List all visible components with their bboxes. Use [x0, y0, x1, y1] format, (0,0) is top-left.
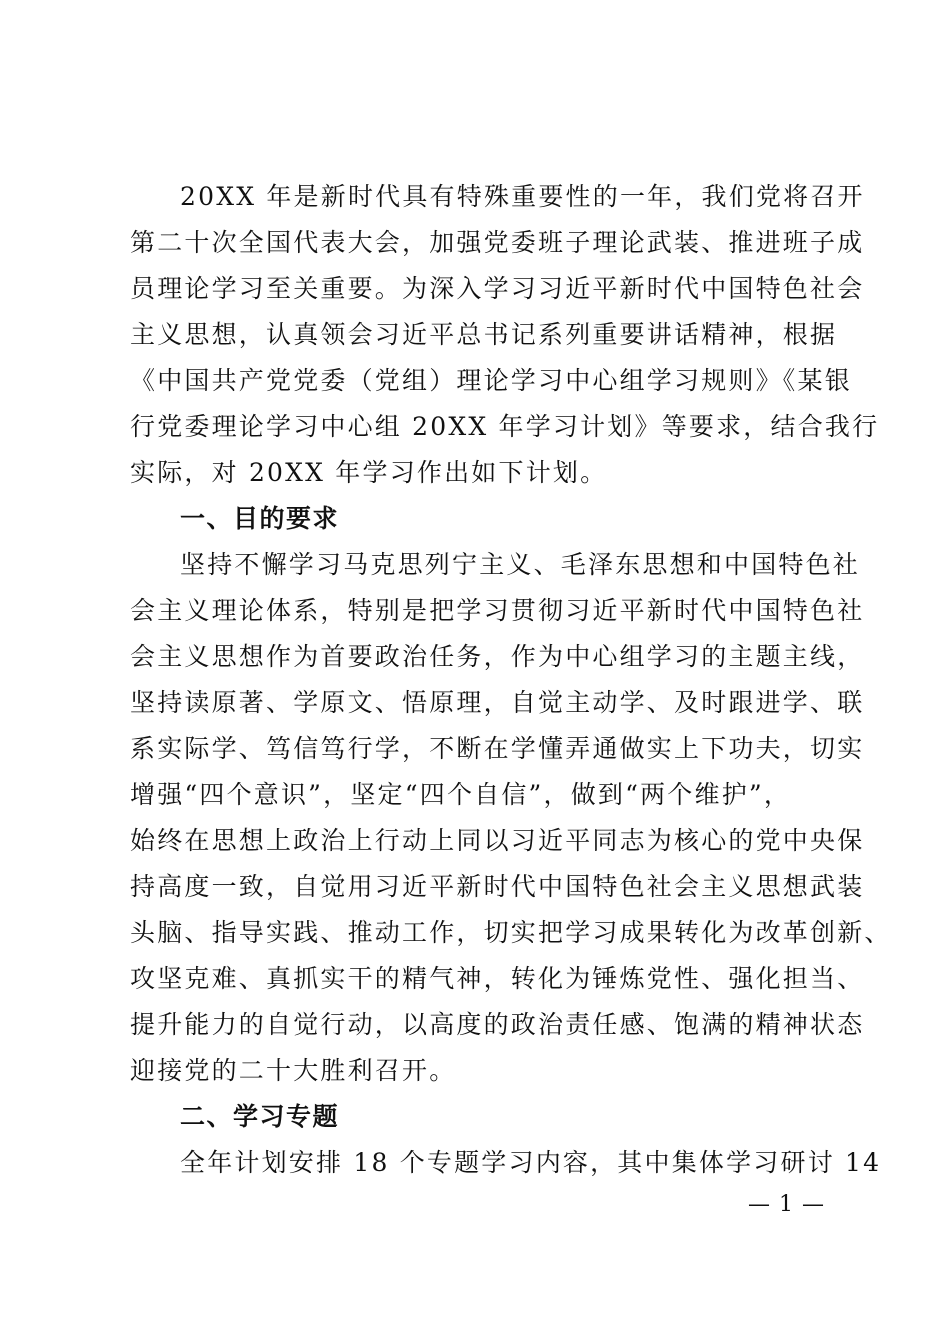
paragraph-line: 全年计划安排 18 个专题学习内容，其中集体学习研讨 14 — [180, 1148, 882, 1177]
section-heading-topics: 二、学习专题 — [180, 1102, 340, 1131]
paragraph-line: 行党委理论学习中心组 20XX 年学习计划》等要求，结合我行 — [130, 412, 880, 441]
paragraph-line: 系实际学、笃信笃行学，不断在学懂弄通做实上下功夫，切实 — [130, 734, 865, 763]
paragraph-line: 会主义思想作为首要政治任务，作为中心组学习的主题主线， — [130, 642, 865, 671]
paragraph-line: 持高度一致，自觉用习近平新时代中国特色社会主义思想武装 — [130, 872, 865, 901]
paragraph-line: 20XX 年是新时代具有特殊重要性的一年，我们党将召开 — [180, 182, 865, 211]
paragraph-line: 坚持读原著、学原文、悟原理，自觉主动学、及时跟进学、联 — [130, 688, 865, 717]
paragraph-line: 头脑、指导实践、推动工作，切实把学习成果转化为改革创新、 — [130, 918, 892, 947]
paragraph-line: 迎接党的二十大胜利召开。 — [130, 1056, 457, 1085]
paragraph-line: 始终在思想上政治上行动上同以习近平同志为核心的党中央保 — [130, 826, 865, 855]
paragraph-line: 增强“四个意识”，坚定“四个自信”，做到“两个维护”， — [130, 780, 792, 809]
paragraph-line: 实际，对 20XX 年学习作出如下计划。 — [130, 458, 608, 487]
paragraph-line: 员理论学习至关重要。为深入学习习近平新时代中国特色社会 — [130, 274, 865, 303]
paragraph-line: 坚持不懈学习马克思列宁主义、毛泽东思想和中国特色社 — [180, 550, 861, 579]
paragraph-line: 第二十次全国代表大会，加强党委班子理论武装、推进班子成 — [130, 228, 865, 257]
paragraph-line: 会主义理论体系，特别是把学习贯彻习近平新时代中国特色社 — [130, 596, 865, 625]
paragraph-line: 攻坚克难、真抓实干的精气神，转化为锤炼党性、强化担当、 — [130, 964, 865, 993]
section-heading-purpose: 一、目的要求 — [180, 504, 340, 533]
paragraph-line: 《中国共产党党委（党组）理论学习中心组学习规则》《某银 — [130, 366, 852, 395]
paragraph-line: 提升能力的自觉行动，以高度的政治责任感、饱满的精神状态 — [130, 1010, 865, 1039]
paragraph-line: 主义思想，认真领会习近平总书记系列重要讲话精神，根据 — [130, 320, 838, 349]
page-number: — 1 — — [748, 1192, 825, 1217]
